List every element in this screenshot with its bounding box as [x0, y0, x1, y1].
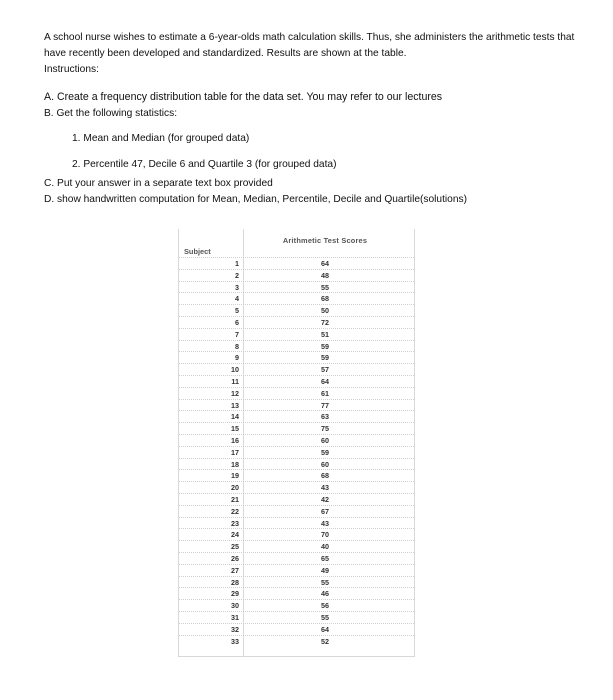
subject-cell: 22 [231, 506, 239, 516]
table-row [179, 304, 414, 316]
table-row [179, 623, 414, 635]
score-cell: 55 [321, 282, 329, 292]
subject-cell: 10 [231, 365, 239, 375]
subject-cell: 19 [231, 471, 239, 481]
subject-cell: 16 [231, 435, 239, 445]
subject-cell: 20 [231, 483, 239, 493]
table-row [179, 576, 414, 588]
score-cell: 65 [321, 553, 329, 563]
header-scores: Arithmetic Test Scores [282, 236, 368, 245]
score-cell: 48 [321, 270, 329, 280]
score-cell: 60 [321, 435, 329, 445]
table-row [179, 611, 414, 623]
subject-cell: 2 [235, 270, 239, 280]
subject-cell: 6 [235, 317, 239, 327]
score-cell: 72 [321, 317, 329, 327]
table-body [179, 257, 414, 646]
table-row [179, 493, 414, 505]
score-cell: 50 [321, 306, 329, 316]
subject-cell: 25 [231, 542, 239, 552]
subject-cell: 21 [231, 494, 239, 504]
subject-cell: 31 [231, 612, 239, 622]
subject-cell: 24 [231, 530, 239, 540]
score-cell: 49 [321, 565, 329, 575]
instruction-b: B. Get the following statistics: [44, 108, 178, 119]
score-cell: 61 [321, 388, 329, 398]
table-row [179, 410, 414, 422]
subject-cell: 27 [231, 565, 239, 575]
subject-cell: 9 [235, 353, 239, 363]
score-cell: 67 [321, 506, 329, 516]
table-row [179, 257, 414, 269]
score-cell: 64 [321, 259, 329, 268]
table-row [179, 469, 414, 481]
score-cell: 55 [321, 612, 329, 622]
table-row [179, 316, 414, 328]
score-cell: 64 [321, 376, 329, 386]
score-cell: 70 [321, 530, 329, 540]
intro-paragraph: A school nurse wishes to estimate a 6-year-olds math calculation skills. Thus, she administers the arithmetic tests that have recently been developed and standardized. Results are shown at the table. [44, 32, 575, 59]
score-cell: 59 [321, 353, 329, 363]
score-cell: 40 [321, 542, 329, 552]
scores-table [178, 229, 415, 657]
subject-cell: 14 [231, 412, 239, 422]
subject-cell: 18 [231, 459, 239, 469]
instruction-b1: 1. Mean and Median (for grouped data) [72, 133, 250, 144]
table-row [179, 517, 414, 529]
score-cell: 68 [321, 471, 329, 481]
instruction-c: C. Put your answer in a separate text box provided [44, 178, 273, 189]
table-row [179, 292, 414, 304]
score-cell: 64 [321, 624, 329, 634]
score-cell: 77 [321, 400, 329, 410]
table-row [179, 269, 414, 281]
score-cell: 43 [321, 518, 329, 528]
score-cell: 68 [321, 294, 329, 304]
instruction-d: D. show handwritten computation for Mean, Median, Percentile, Decile and Quartile(solutions) [44, 194, 467, 205]
score-cell: 51 [321, 329, 329, 339]
header-subject: Subject [184, 247, 211, 256]
instruction-b2: 2. Percentile 47, Decile 6 and Quartile 3 (for grouped data) [72, 159, 337, 170]
subject-cell: 12 [231, 388, 239, 398]
subject-cell: 29 [231, 589, 239, 599]
subject-cell: 26 [231, 553, 239, 563]
table-row [179, 387, 414, 399]
table-row [179, 375, 414, 387]
table-row [179, 481, 414, 493]
table-row [179, 564, 414, 576]
subject-cell: 4 [235, 294, 239, 304]
score-cell: 63 [321, 412, 329, 422]
subject-cell: 33 [231, 636, 239, 646]
score-cell: 43 [321, 483, 329, 493]
table-row [179, 434, 414, 446]
instruction-a: A. Create a frequency distribution table for the data set. You may refer to our lectures [44, 91, 443, 103]
score-cell: 59 [321, 341, 329, 351]
score-cell: 55 [321, 577, 329, 587]
subject-cell: 28 [231, 577, 239, 587]
score-cell: 42 [321, 494, 329, 504]
subject-cell: 30 [231, 601, 239, 611]
table-row [179, 458, 414, 470]
table-row [179, 528, 414, 540]
table-row [179, 587, 414, 599]
subject-cell: 8 [235, 341, 239, 351]
table-row [179, 599, 414, 611]
score-cell: 46 [321, 589, 329, 599]
table-row [179, 363, 414, 375]
table-row [179, 281, 414, 293]
table-row [179, 635, 414, 647]
subject-cell: 11 [231, 376, 239, 386]
score-cell: 57 [321, 365, 329, 375]
subject-cell: 7 [235, 329, 239, 339]
subject-cell: 5 [235, 306, 239, 316]
instructions-label: Instructions: [44, 64, 99, 75]
score-cell: 56 [321, 601, 329, 611]
table-row [179, 422, 414, 434]
subject-cell: 32 [231, 624, 239, 634]
subject-cell: 23 [231, 518, 239, 528]
score-cell: 75 [321, 424, 329, 434]
subject-cell: 15 [231, 424, 239, 434]
score-cell: 60 [321, 459, 329, 469]
table-row [179, 505, 414, 517]
subject-cell: 1 [235, 259, 239, 268]
table-row [179, 399, 414, 411]
subject-cell: 3 [235, 282, 239, 292]
subject-cell: 17 [231, 447, 239, 457]
table-row [179, 340, 414, 352]
table-row [179, 328, 414, 340]
table-row [179, 446, 414, 458]
table-row [179, 540, 414, 552]
table-row [179, 552, 414, 564]
score-cell: 52 [321, 636, 329, 646]
score-cell: 59 [321, 447, 329, 457]
subject-cell: 13 [231, 400, 239, 410]
table-row [179, 351, 414, 363]
